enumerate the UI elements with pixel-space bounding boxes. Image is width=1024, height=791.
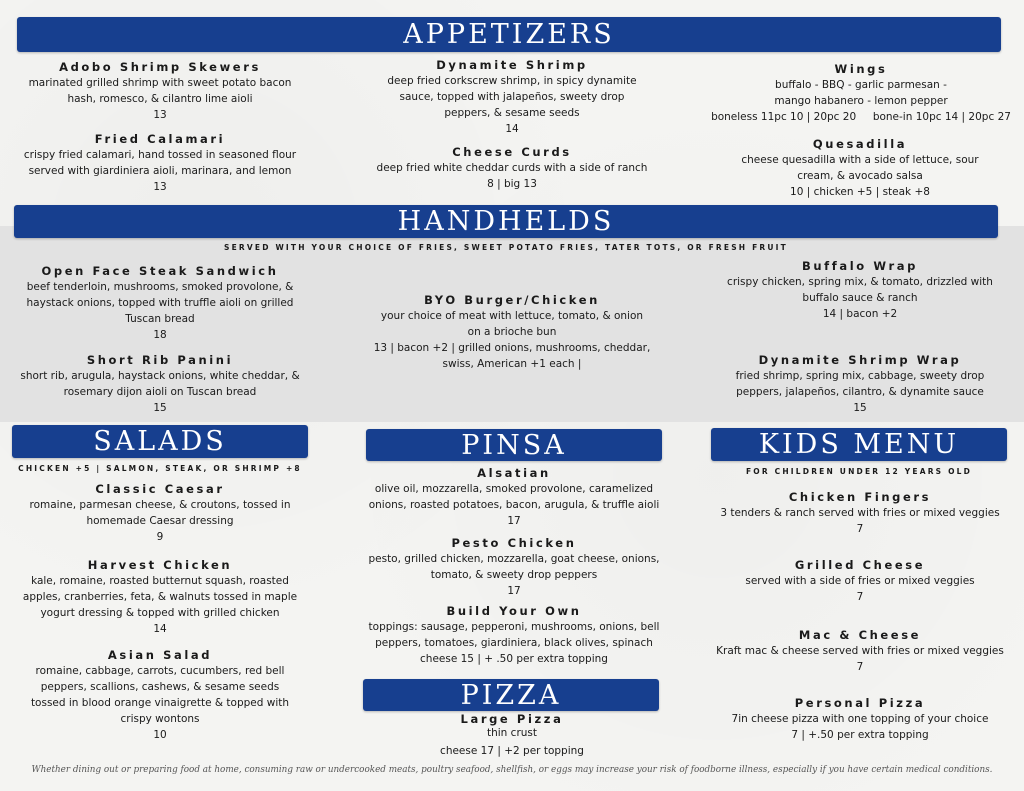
item-price: 7 | +.50 per extra topping [791,729,929,741]
menu-item [710,137,1010,200]
salads-subtitle: CHICKEN +5 | SALMON, STEAK, OR SHRIMP +8 [18,464,302,473]
menu-item [10,132,310,195]
item-name: Open Face Steak Sandwich [41,264,279,278]
pinsa-title: PINSA [461,429,567,461]
menu-item [362,536,666,599]
menu-item [710,353,1010,416]
menu-item [710,628,1010,675]
menu-item [362,58,662,137]
item-name: Chicken Fingers [788,490,932,504]
menu-item [362,712,662,759]
pizza-banner [363,679,659,711]
pinsa-banner [366,429,662,461]
item-description: olive oil, mozzarella, smoked provolone, caramelized onions, roasted potatoes, bacon, arugula, & truffle aioli [368,483,660,511]
item-price: cheese 17 | +2 per topping [440,745,584,757]
item-description: your choice of meat with lettuce, tomato, & onion on a brioche bun 13 | bacon +2 | grilled onions, mushrooms, cheddar, swiss, American +1 each | [373,310,651,370]
item-name: Build Your Own [446,604,582,618]
item-name: Quesadilla [812,137,908,151]
item-name: Cheese Curds [452,145,572,159]
item-price: 10 | chicken +5 | steak +8 [790,186,930,198]
item-description: marinated grilled shrimp with sweet potato bacon hash, romesco, & cilantro lime aioli [28,77,292,105]
item-price: boneless 11pc 10 | 20pc 20 bone-in 10pc 14 | 20pc 27 [711,111,1011,123]
item-price: 13 [153,109,167,121]
item-description: 7in cheese pizza with one topping of your choice [731,713,989,725]
item-price: 7 [856,661,864,673]
item-name: Adobo Shrimp Skewers [59,60,261,74]
kids-menu-title: KIDS MENU [758,429,960,460]
menu-item [706,62,1016,125]
item-price: 13 [153,181,167,193]
item-description: cheese quesadilla with a side of lettuce, sour cream, & avocado salsa [741,154,979,182]
item-description: Kraft mac & cheese served with fries or mixed veggies [716,645,1004,657]
pizza-title: PIZZA [460,679,562,711]
item-description: beef tenderloin, mushrooms, smoked provolone, & haystack onions, topped with truffle aioli on grilled Tuscan bread [26,281,294,325]
item-price: 7 [856,523,864,535]
item-price: 10 [153,729,167,741]
menu-item [10,558,310,637]
menu-item [362,145,662,192]
item-description: fried shrimp, spring mix, cabbage, sweety drop peppers, jalapeños, cilantro, & dynamite sauce [735,370,985,398]
menu-item [10,264,310,343]
item-description: crispy chicken, spring mix, & tomato, drizzled with buffalo sauce & ranch [727,276,993,304]
item-name: Personal Pizza [794,696,926,710]
item-description: romaine, parmesan cheese, & croutons, tossed in homemade Caesar dressing [29,499,291,527]
item-description: kale, romaine, roasted butternut squash, roasted apples, cranberries, feta, & walnuts tossed in maple yogurt dressing & topped with grilled chicken [22,575,298,619]
salads-title: SALADS [93,426,227,457]
food-safety-disclaimer: Whether dining out or preparing food at home, consuming raw or undercooked meats, poultry seafood, shellfish, or eggs may increase your risk of foodborne illness, especially if you have certain medical conditions. [31,765,993,775]
item-description: deep fried white cheddar curds with a side of ranch [376,162,648,174]
item-name: Pesto Chicken [451,536,577,550]
item-price: cheese 15 | + .50 per extra topping [420,653,608,665]
menu-item [10,482,310,545]
menu-item [362,466,666,529]
item-description: toppings: sausage, pepperoni, mushrooms, onions, bell peppers, tomatoes, giardiniera, black olives, spinach [368,621,660,649]
kids-menu-subtitle: FOR CHILDREN UNDER 12 YEARS OLD [745,467,973,476]
handhelds-subtitle: SERVED WITH YOUR CHOICE OF FRIES, SWEET POTATO FRIES, TATER TOTS, OR FRESH FRUIT [224,243,788,252]
item-price: 14 | bacon +2 [822,308,898,320]
item-description: served with a side of fries or mixed veggies [745,575,975,587]
menu-item [710,558,1010,605]
item-price: 9 [156,531,164,543]
item-name: Dynamite Shrimp [436,58,588,72]
item-description: deep fried corkscrew shrimp, in spicy dynamite sauce, topped with jalapeños, sweety drop peppers, & sesame seeds [387,75,637,119]
handhelds-banner [14,205,998,238]
item-price: 17 [507,585,521,597]
handhelds-title: HANDHELDS [397,206,615,237]
kids-menu-banner [711,428,1007,461]
item-name: Grilled Cheese [794,558,926,572]
item-description: short rib, arugula, haystack onions, white cheddar, & rosemary dijon aioli on Tuscan bread [20,370,300,398]
item-description: romaine, cabbage, carrots, cucumbers, red bell peppers, scallions, cashews, & sesame seeds tossed in blood orange vinaigrette & topped with crispy wontons [30,665,290,725]
item-description: thin crust [486,727,537,739]
item-price: 14 [505,123,519,135]
item-name: Mac & Cheese [798,628,922,642]
item-name: Large Pizza [460,712,564,726]
item-description: buffalo - BBQ - garlic parmesan - mango habanero - lemon pepper [774,79,948,107]
menu-item [362,604,666,667]
item-price: 8 | big 13 [487,178,537,190]
item-price: 18 [153,329,167,341]
item-price: 14 [153,623,167,635]
item-description: crispy fried calamari, hand tossed in seasoned flour served with giardiniera aioli, marinara, and lemon [23,149,297,177]
item-name: Classic Caesar [95,482,225,496]
item-name: Wings [834,62,888,76]
item-name: Short Rib Panini [86,353,234,367]
menu-item [10,353,310,416]
item-price: 7 [856,591,864,603]
item-name: Buffalo Wrap [802,259,918,273]
menu-item [362,293,662,372]
item-price: 15 [853,402,867,414]
item-price: 17 [507,515,521,527]
menu-item [710,490,1010,537]
salads-banner [12,425,308,458]
appetizers-title: APPETIZERS [403,19,615,50]
appetizers-banner [17,17,1001,52]
menu-item [10,648,310,743]
menu-item [710,696,1010,743]
item-name: Harvest Chicken [87,558,233,572]
item-name: Alsatian [477,466,551,480]
menu-item [10,60,310,123]
item-price: 15 [153,402,167,414]
item-description: 3 tenders & ranch served with fries or mixed veggies [720,507,1000,519]
item-description: pesto, grilled chicken, mozzarella, goat cheese, onions, tomato, & sweety drop peppers [368,553,660,581]
item-name: BYO Burger/Chicken [424,293,600,307]
item-name: Fried Calamari [94,132,226,146]
item-name: Dynamite Shrimp Wrap [758,353,962,367]
item-name: Asian Salad [107,648,213,662]
menu-item [710,259,1010,322]
